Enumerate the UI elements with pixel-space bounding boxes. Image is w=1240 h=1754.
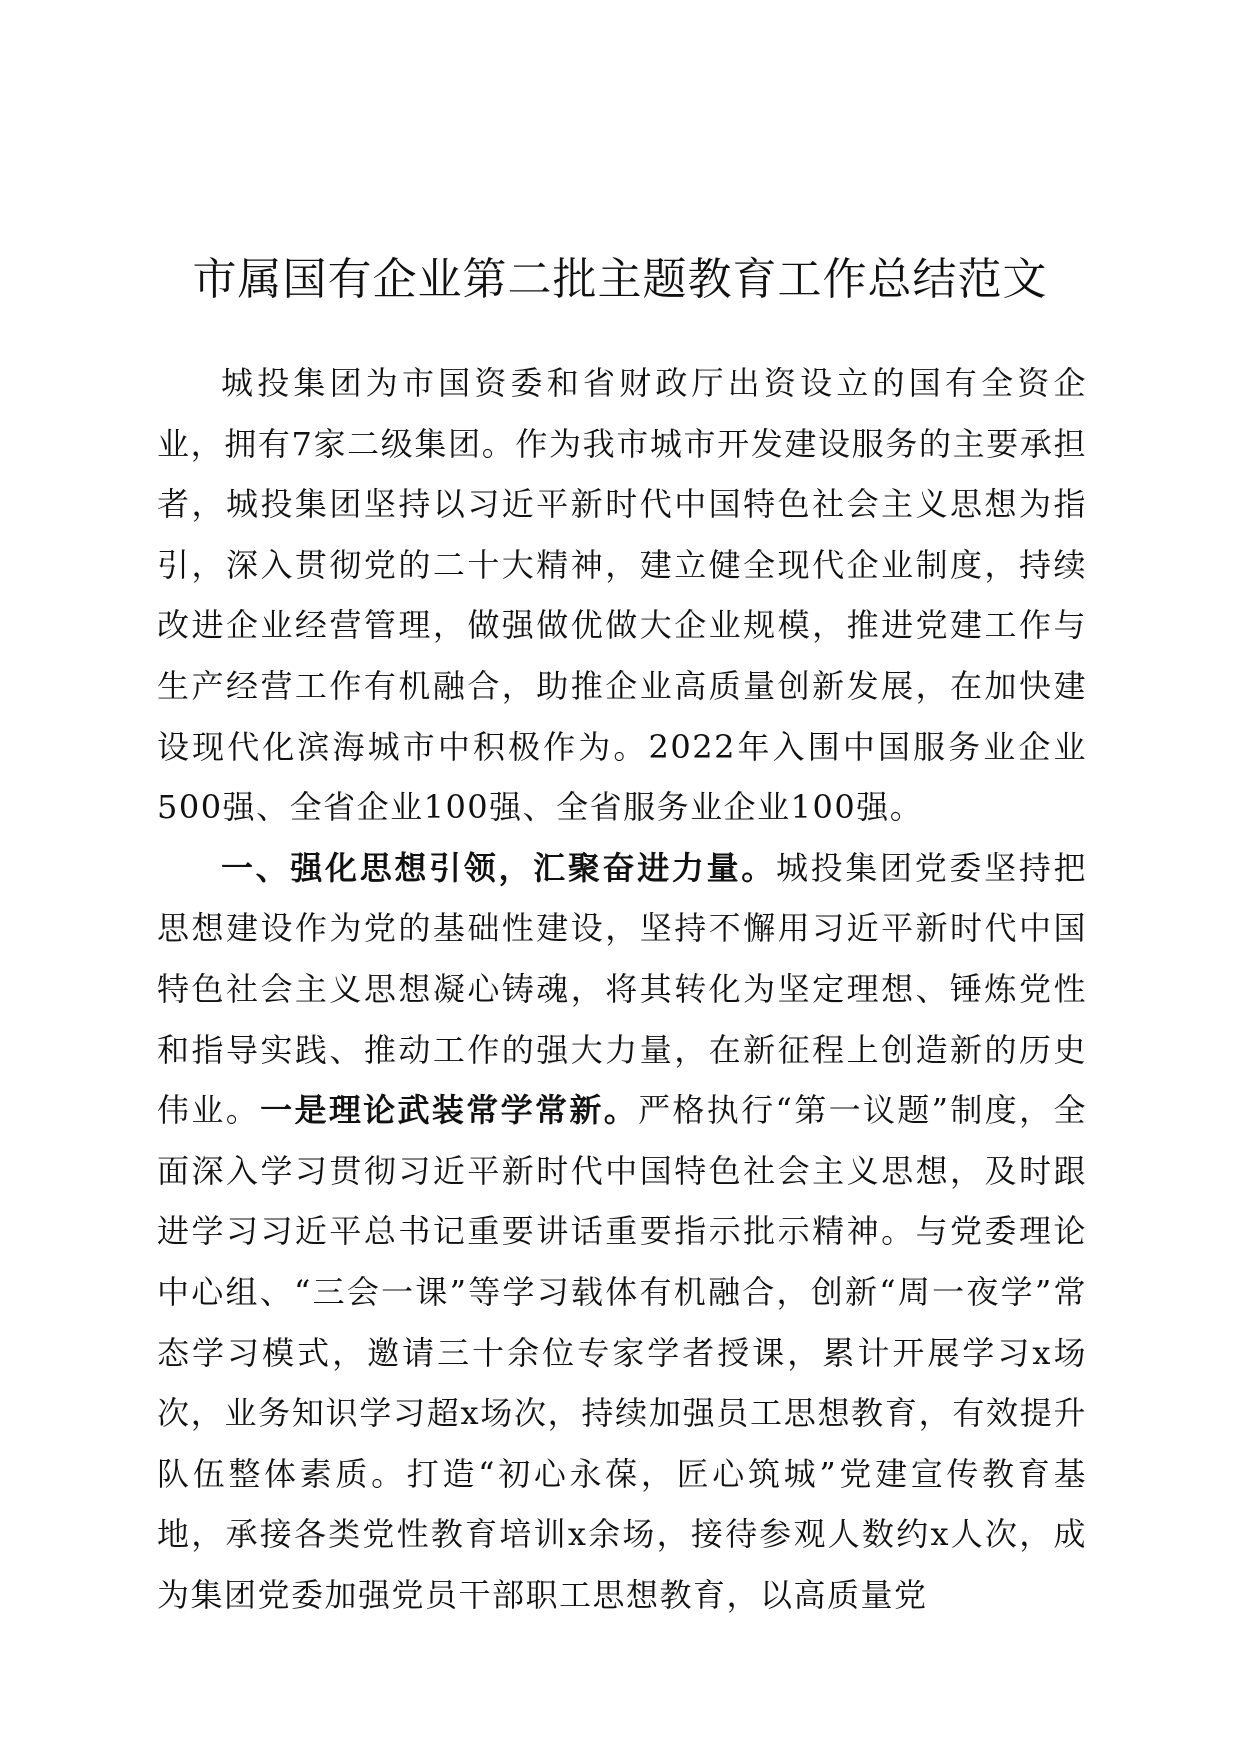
intro-paragraph: 城投集团为市国资委和省财政厅出资设立的国有全资企业，拥有7家二级集团。作为我市城市开发建设服务的主要承担者，城投集团坚持以习近平新时代中国特色社会主义思想为指引，深入贯彻党的二十大精神，建立健全现代企业制度，持续改进企业经营管理，做强做优做大企业规模，推进党建工作与生产经营工作有机融合，助推企业高质量创新发展，在加快建设现代化滨海城市中积极作为。2022年入围中国服务业企业500强、全省企业100强、全省服务业企业100强。 xyxy=(157,364,1087,827)
section-one-text-a: 城投集团党委坚持把思想建设作为党的基础性建设，坚持不懈用习近平新时代中国特色社会主义思想凝心铸魂，将其转化为坚定理想、锤炼党性和指导实践、推动工作的强大力量，在新征程上创造新的历史伟业。 xyxy=(157,848,1087,1130)
section-one-heading: 一、强化思想引领，汇聚奋进力量。 xyxy=(221,848,776,887)
document-title: 市属国有企业第二批主题教育工作总结范文 xyxy=(192,254,1048,305)
document-body xyxy=(157,353,1087,1625)
section-one-subheading: 一是理论武装常学常新。 xyxy=(260,1091,639,1130)
section-one-paragraph xyxy=(157,838,1087,1626)
section-one-text-b: 严格执行“第一议题”制度，全面深入学习贯彻习近平新时代中国特色社会主义思想，及时跟进学习习近平总书记重要讲话重要指示批示精神。与党委理论中心组、“三会一课”等学习载体有机融合，创新“周一夜学”常态学习模式，邀请三十余位专家学者授课，累计开展学习x场次，业务知识学习超x场次，持续加强员工思想教育，有效提升队伍整体素质。打造“初心永葆，匠心筑城”党建宣传教育基地，承接各类党性教育培训x余场，接待参观人数约x人次，成为集团党委加强党员干部职工思想教育，以高质量党 xyxy=(157,1091,1087,1614)
